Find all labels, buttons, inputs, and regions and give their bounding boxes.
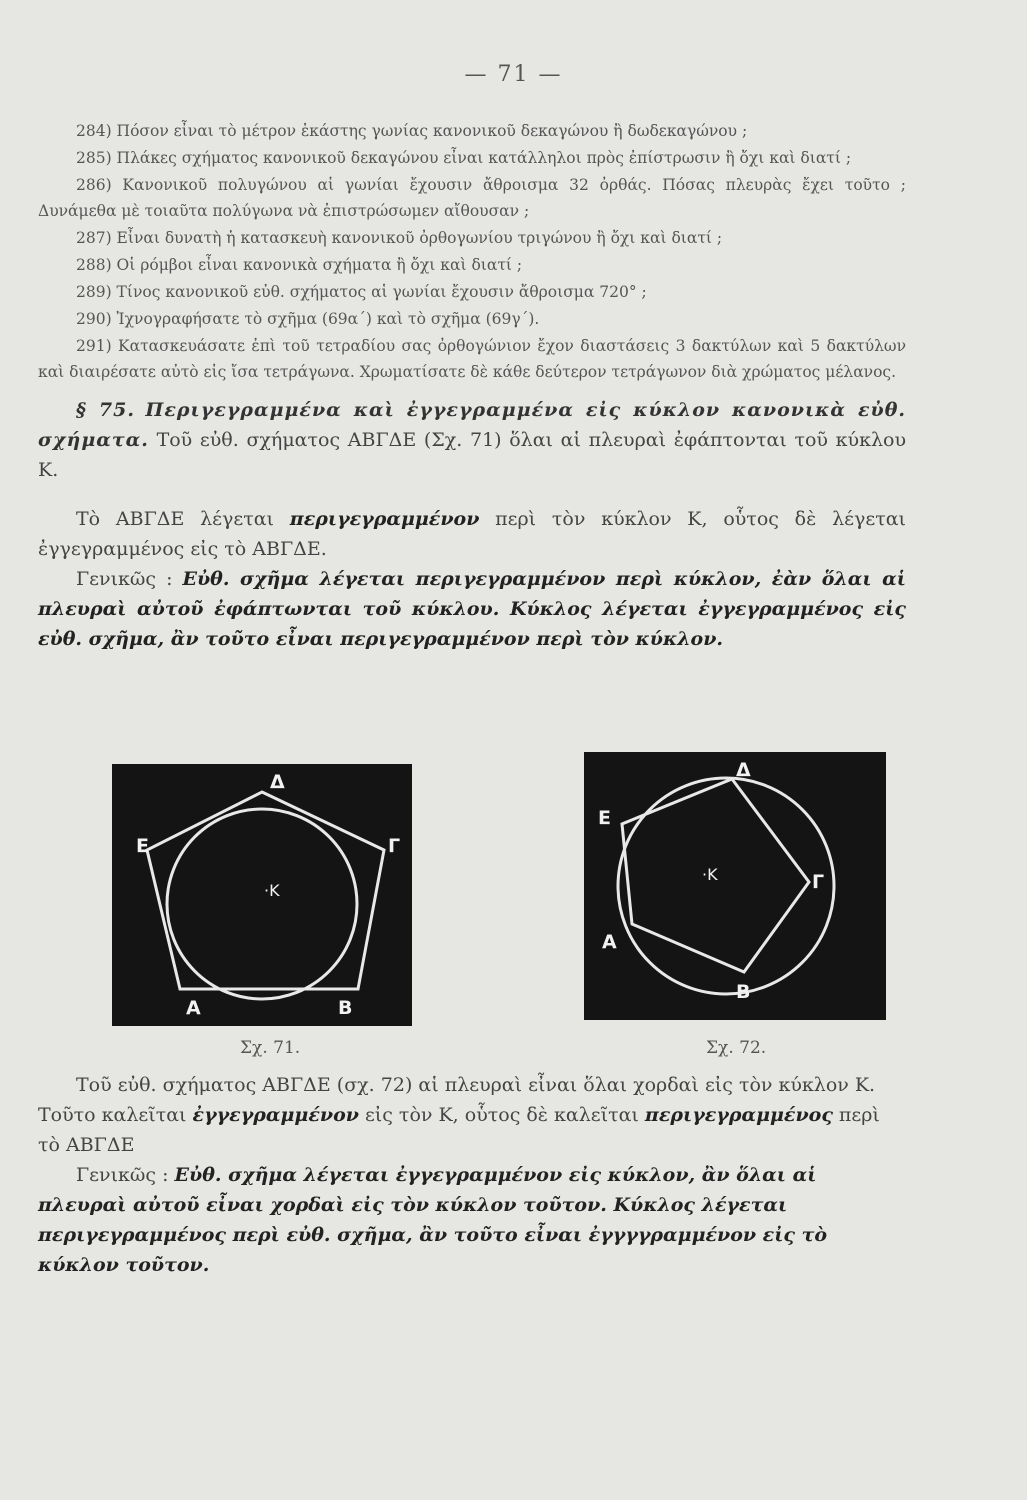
- figure-72-caption: Σχ. 72.: [706, 1038, 767, 1058]
- question-285: 285) Πλάκες σχήματος κανονικοῦ δεκαγώνου εἶναι κατάλληλοι πρὸς ἐπίστρωσιν ἢ ὄχι καὶ διατί ;: [76, 149, 852, 167]
- fig71-label-b: Β: [338, 997, 353, 1019]
- section-number: § 75.: [76, 399, 135, 421]
- figure-71: [112, 764, 412, 1026]
- fig72-label-a: Α: [602, 931, 617, 953]
- para3-text-c: εἰς τὸν Κ, οὗτος δὲ καλεῖται: [358, 1104, 645, 1126]
- fig72-label-e: Ε: [598, 807, 611, 829]
- fig71-label-g: Γ: [388, 835, 401, 857]
- question-287: 287) Εἶναι δυνατὴ ἡ κατασκευὴ κανονικοῦ ὀρθογωνίου τριγώνου ἢ ὄχι καὶ διατί ;: [76, 229, 723, 247]
- para1-term: περιγεγραμμένον: [289, 508, 480, 530]
- paragraph-inscribed: [38, 1070, 906, 1160]
- para2-lead: Γενικῶς :: [76, 568, 183, 590]
- para3-text-a: Τοῦ εὐθ. σχήματος ΑΒΓΔΕ (σχ. 72) αἱ πλευραὶ εἶναι ὅλαι χορδαὶ εἰς τὸν κύκλον Κ. Τοῦτο καλεῖται: [38, 1074, 876, 1126]
- fig72-circle: [618, 778, 834, 994]
- question-286: 286) Κανονικοῦ πολυγώνου αἱ γωνίαι ἔχουσιν ἄθροισμα 32 ὀρθάς. Πόσας πλευρὰς ἔχει τοῦτο ; Δυνάμεθα μὲ τοιαῦτα πολύγωνα νὰ ἐπιστρώσωμεν αἴθουσαν ;: [38, 176, 906, 220]
- figure-72: [584, 752, 886, 1020]
- question-284: 284) Πόσον εἶναι τὸ μέτρον ἑκάστης γωνίας κανονικοῦ δεκαγώνου ἢ δωδεκαγώνου ;: [76, 122, 748, 140]
- para3-text-e: περὶ τὸ ΑΒΓΔΕ: [38, 1104, 880, 1156]
- para1-text-c: περὶ τὸν κύκλον Κ, οὗτος δὲ λέγεται ἐγγεγραμμένος εἰς τὸ ΑΒΓΔΕ.: [38, 508, 906, 560]
- fig71-label-k: ·Κ: [264, 881, 280, 900]
- section-title: Περιγεγραμμένα καὶ ἐγγεγραμμένα εἰς κύκλον κανονικὰ εὐθ. σχήματα.: [38, 399, 906, 451]
- fig71-label-a: Α: [186, 997, 201, 1019]
- fig72-label-g: Γ: [812, 871, 825, 893]
- para3-term-circumscribed: περιγεγραμμένος: [644, 1104, 833, 1126]
- fig71-label-d: Δ: [270, 771, 285, 793]
- fig71-circle: [167, 809, 357, 999]
- paragraph-circumscribed: [38, 504, 906, 564]
- paragraph-definition-1: [38, 564, 906, 654]
- section-intro: Τοῦ εὐθ. σχήματος ΑΒΓΔΕ (Σχ. 71) ὅλαι αἱ πλευραὶ ἐφάπτονται τοῦ κύκλου Κ.: [38, 429, 906, 481]
- text-block-lower: [38, 1070, 906, 1280]
- page-number: — 71 —: [464, 62, 563, 87]
- paragraph-definition-2: [38, 1160, 906, 1280]
- fig72-label-k: ·Κ: [702, 865, 718, 884]
- fig72-label-d: Δ: [736, 759, 751, 781]
- fig72-label-b: Β: [736, 981, 751, 1003]
- text-block-upper: [38, 118, 906, 654]
- section-heading: [38, 395, 906, 485]
- question-289: 289) Τίνος κανονικοῦ εὐθ. σχήματος αἱ γωνίαι ἔχουσιν ἄθροισμα 720° ;: [76, 283, 647, 301]
- figure-71-caption: Σχ. 71.: [240, 1038, 301, 1058]
- para4-lead: Γενικῶς :: [76, 1164, 175, 1186]
- figures-row: [0, 748, 1027, 1078]
- para4-definition: Εὐθ. σχῆμα λέγεται ἐγγεγραμμένον εἰς κύκλον, ἂν ὅλαι αἱ πλευραὶ αὐτοῦ εἶναι χορδαὶ εἰς τὸν κύκλον τοῦτον. Κύκλος λέγεται περιγεγραμμένος περὶ εὐθ. σχῆμα, ἂν τοῦτο εἶναι ἐγγγγραμμένον εἰς τὸ κύκλον τοῦτον.: [38, 1164, 828, 1276]
- question-291: 291) Κατασκευάσατε ἐπὶ τοῦ τετραδίου σας ὀρθογώνιον ἔχον διαστάσεις 3 δακτύλων καὶ 5 δακτύλων καὶ διαιρέσατε αὐτὸ εἰς ἴσα τετράγωνα. Χρωματίσατε δὲ κάθε δεύτερον τετράγωνον διὰ χρώματος μέλανος.: [38, 337, 906, 381]
- figure-71-drawing: [112, 764, 412, 1026]
- para2-definition: Εὐθ. σχῆμα λέγεται περιγεγραμμένον περὶ κύκλον, ἐὰν ὅλαι αἱ πλευραὶ αὐτοῦ ἐφάπτωνται τοῦ κύκλου. Κύκλος λέγεται ἐγγεγραμμένος εἰς εὐθ. σχῆμα, ἂν τοῦτο εἶναι περιγεγραμμένον περὶ τὸν κύκλον.: [38, 568, 906, 650]
- question-288: 288) Οἱ ρόμβοι εἶναι κανονικὰ σχήματα ἢ ὄχι καὶ διατί ;: [76, 256, 523, 274]
- figure-72-drawing: [584, 752, 886, 1020]
- question-290: 290) Ἰχνογραφήσατε τὸ σχῆμα (69α΄) καὶ τὸ σχῆμα (69γ΄).: [76, 310, 540, 328]
- para1-text-a: Τὸ ΑΒΓΔΕ λέγεται: [76, 508, 290, 530]
- fig71-label-e: Ε: [136, 835, 149, 857]
- para3-term-inscribed: ἐγγεγραμμένον: [192, 1104, 359, 1126]
